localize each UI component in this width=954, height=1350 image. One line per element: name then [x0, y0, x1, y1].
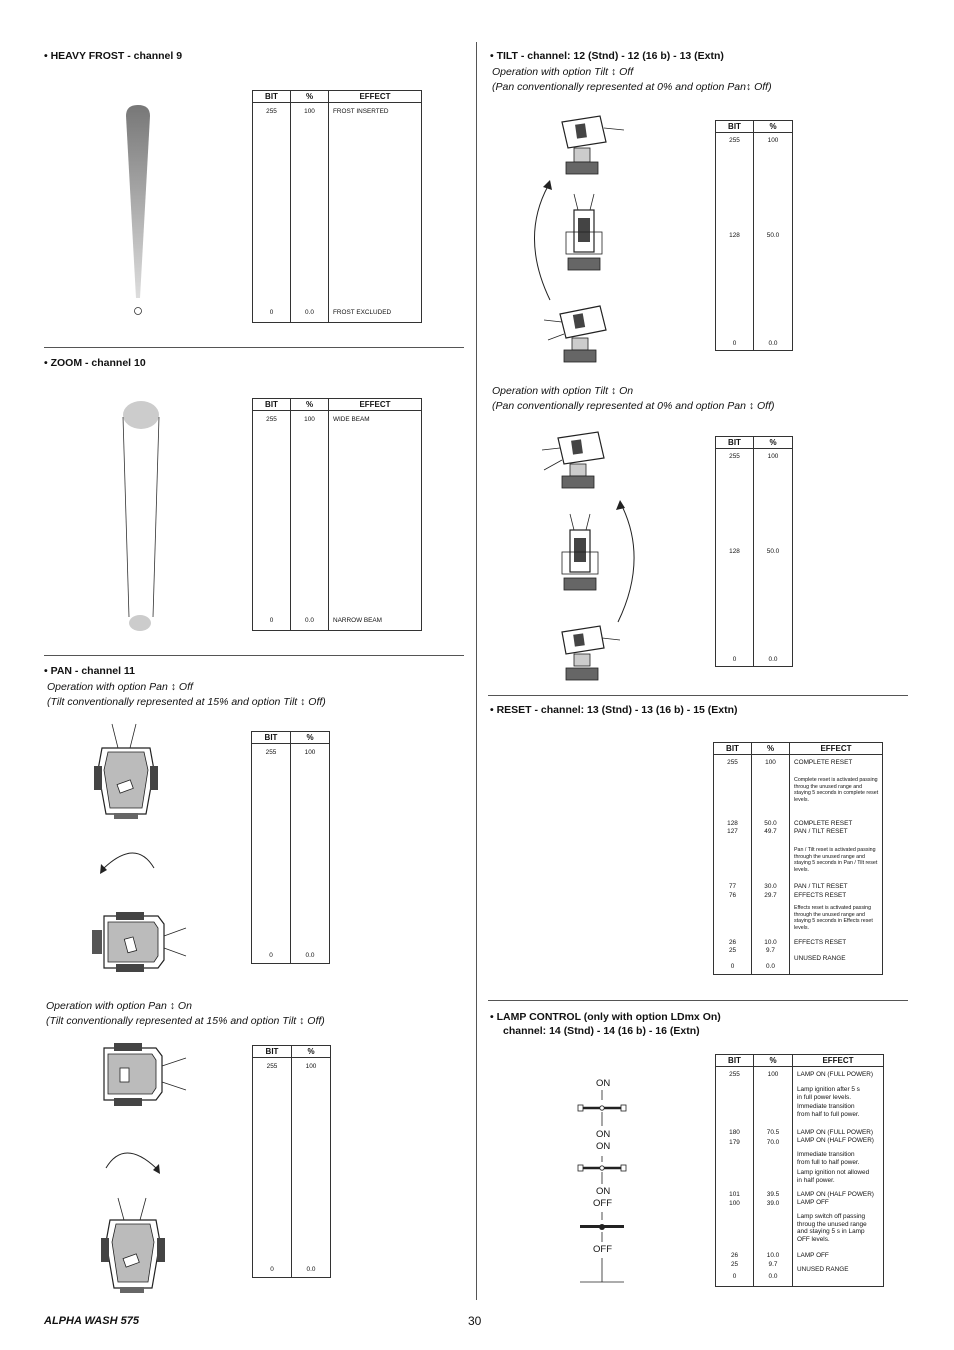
- col-header-bit: BIT: [714, 743, 752, 755]
- col-header-percent: %: [754, 1055, 793, 1067]
- table-note: Lamp ignition not allowed in half power.: [797, 1169, 870, 1184]
- table-cell: 100: [304, 416, 315, 423]
- section-divider: [44, 347, 464, 348]
- table-cell: EFFECTS RESET: [794, 939, 847, 946]
- col-header-percent: %: [291, 399, 329, 411]
- table-cell: 9.7: [766, 947, 775, 954]
- table-cell: 100: [767, 453, 779, 460]
- table-cell: WIDE BEAM: [333, 416, 370, 423]
- table-cell: 0.0: [305, 952, 315, 959]
- table-cell: 100: [729, 1200, 740, 1207]
- col-header-bit: BIT: [253, 1046, 292, 1058]
- percent-column: [754, 1067, 793, 1287]
- table-cell: 100: [767, 1071, 779, 1078]
- section-divider: [488, 1000, 908, 1001]
- col-header-percent: %: [292, 1046, 331, 1058]
- heavy-frost-title: • HEAVY FROST - channel 9: [44, 50, 183, 62]
- fixture-top-view-illustration: [90, 722, 162, 822]
- lamp-title: • LAMP CONTROL (only with option LDmx On): [490, 1011, 721, 1023]
- table-cell: 49.7: [764, 828, 777, 835]
- table-cell: 255: [727, 759, 738, 766]
- table-cell: 50.0: [766, 232, 780, 239]
- table-note: Lamp ignition after 5 s in full power levels.: [797, 1086, 860, 1101]
- rotation-arrow-icon: [528, 178, 554, 302]
- table-cell: UNUSED RANGE: [794, 955, 846, 962]
- lamp-label-on: ON: [596, 1078, 611, 1089]
- rotation-arrow-icon: [100, 1144, 164, 1178]
- bit-column: [716, 133, 754, 351]
- table-cell: 25: [728, 947, 737, 954]
- table-cell: 76: [728, 892, 737, 899]
- table-cell: 39.0: [766, 1200, 780, 1207]
- pan-off-caption: Operation with option Pan ↕ Off: [47, 681, 193, 693]
- column-divider: [476, 42, 477, 1300]
- table-cell: 26: [728, 939, 737, 946]
- table-cell: 0: [270, 1266, 274, 1273]
- lamp-label-on: ON: [596, 1129, 611, 1140]
- table-cell: 77: [728, 883, 737, 890]
- tilt-off-caption-note: (Pan conventionally represented at 0% and option Pan↕ Off): [492, 81, 772, 93]
- percent-column: [752, 755, 790, 975]
- table-cell: EFFECTS RESET: [794, 892, 847, 899]
- col-header-effect: EFFECT: [790, 743, 883, 755]
- table-cell: LAMP OFF: [797, 1199, 829, 1206]
- table-cell: 70.5: [766, 1129, 780, 1136]
- table-cell: LAMP ON (HALF POWER): [797, 1191, 874, 1198]
- table-cell: 29.7: [764, 892, 777, 899]
- zoom-beam-illustration: [118, 398, 164, 634]
- pan-on-table: [252, 1045, 331, 1278]
- lamp-label-on: ON: [596, 1141, 611, 1152]
- bit-column: [253, 411, 291, 631]
- table-cell: 255: [729, 137, 740, 144]
- rotation-arrow-icon: [96, 844, 160, 876]
- fixture-top-view-rotated-illustration: [88, 908, 188, 976]
- tilt-off-table: [715, 120, 793, 351]
- tilt-off-caption: Operation with option Tilt ↕ Off: [492, 66, 634, 78]
- page-number: 30: [468, 1314, 482, 1328]
- table-cell: FROST INSERTED: [333, 108, 389, 115]
- effect-column: [790, 755, 883, 975]
- table-cell: 0.0: [305, 309, 314, 316]
- table-cell: 255: [266, 416, 277, 423]
- effect-column: [329, 103, 422, 323]
- bit-column: [253, 103, 291, 323]
- fixture-top-view-rotated-illustration: [92, 1040, 192, 1110]
- col-header-percent: %: [752, 743, 790, 755]
- fixture-side-view-illustration: [548, 112, 624, 184]
- table-cell: 0.0: [305, 617, 314, 624]
- pan-off-caption-note: (Tilt conventionally represented at 15% and option Tilt ↕ Off): [47, 696, 326, 708]
- table-note: Effects reset is activated passing through the unused range and staying 5 seconds in Effects reset levels.: [794, 905, 873, 931]
- table-cell: 25: [730, 1261, 739, 1268]
- fixture-front-view-illustration: [560, 192, 608, 274]
- rotation-arrow-icon: [614, 498, 640, 624]
- col-header-bit: BIT: [252, 732, 291, 744]
- lamp-label-off: OFF: [593, 1244, 612, 1255]
- effect-column: [329, 411, 422, 631]
- table-cell: 0.0: [306, 1266, 316, 1273]
- heavy-frost-table: [252, 90, 422, 323]
- table-cell: 0: [732, 1273, 737, 1280]
- table-cell: LAMP ON (FULL POWER): [797, 1129, 873, 1136]
- tilt-title: • TILT - channel: 12 (Stnd) - 12 (16 b) - 13 (Extn): [490, 50, 724, 62]
- table-cell: 127: [727, 828, 738, 835]
- table-cell: 10.0: [764, 939, 777, 946]
- table-cell: 100: [767, 137, 779, 144]
- table-cell: 0: [732, 340, 737, 347]
- table-cell: COMPLETE RESET: [794, 820, 853, 827]
- tilt-on-caption: Operation with option Tilt ↕ On: [492, 385, 634, 397]
- fixture-side-view-illustration: [550, 620, 626, 690]
- table-note: Pan / Tilt reset is activated passing through the unused range and staying 5 seconds in Pan / Tilt reset levels.: [794, 847, 878, 873]
- table-cell: LAMP ON (FULL POWER): [797, 1071, 873, 1078]
- section-divider: [488, 695, 908, 696]
- table-cell: 100: [304, 108, 315, 115]
- col-header-bit: BIT: [716, 121, 754, 133]
- table-note: Immediate transition from half to full power.: [797, 1103, 860, 1118]
- table-cell: LAMP ON (HALF POWER): [797, 1137, 874, 1144]
- zoom-title: • ZOOM - channel 10: [44, 357, 146, 369]
- table-note: Complete reset is activated passing throug the unused range and staying 5 seconds in complete reset levels.: [794, 777, 879, 803]
- fixture-side-view-illustration: [544, 300, 620, 372]
- pan-on-caption-note: (Tilt conventionally represented at 15% and option Tilt ↕ Off): [46, 1015, 325, 1027]
- percent-column: [291, 744, 330, 964]
- col-header-percent: %: [754, 121, 793, 133]
- percent-column: [292, 1058, 331, 1278]
- reset-title: • RESET - channel: 13 (Stnd) - 13 (16 b) - 15 (Extn): [490, 704, 738, 716]
- section-divider: [44, 655, 464, 656]
- table-note: Immediate transition from full to half power.: [797, 1151, 860, 1166]
- percent-column: [754, 133, 793, 351]
- table-cell: FROST EXCLUDED: [333, 309, 392, 316]
- zoom-table: [252, 398, 422, 631]
- table-cell: COMPLETE RESET: [794, 759, 853, 766]
- table-cell: 9.7: [768, 1261, 778, 1268]
- table-cell: 100: [305, 1063, 317, 1070]
- percent-column: [291, 411, 329, 631]
- lamp-switch-diagram: [576, 1088, 628, 1284]
- table-cell: PAN / TILT RESET: [794, 828, 848, 835]
- table-cell: 0.0: [768, 340, 778, 347]
- table-cell: 0.0: [768, 656, 778, 663]
- fixture-front-view-illustration: [556, 512, 604, 594]
- table-cell: LAMP OFF: [797, 1252, 829, 1259]
- table-cell: 50.0: [766, 548, 780, 555]
- lamp-label-off: OFF: [593, 1198, 612, 1209]
- lamp-table: [715, 1054, 884, 1287]
- lamp-label-on: ON: [596, 1186, 611, 1197]
- table-cell: 0.0: [766, 963, 775, 970]
- table-cell: 0: [730, 963, 735, 970]
- table-cell: 180: [729, 1129, 740, 1136]
- table-cell: 70.0: [766, 1139, 780, 1146]
- table-cell: 128: [727, 820, 738, 827]
- col-header-bit: BIT: [253, 91, 291, 103]
- table-cell: 0: [269, 617, 274, 624]
- table-cell: 26: [730, 1252, 739, 1259]
- pan-title: • PAN - channel 11: [44, 665, 136, 677]
- table-cell: 0.0: [768, 1273, 778, 1280]
- table-cell: 101: [729, 1191, 740, 1198]
- col-header-percent: %: [754, 437, 793, 449]
- table-cell: 100: [765, 759, 776, 766]
- percent-column: [754, 449, 793, 667]
- table-cell: 128: [729, 548, 740, 555]
- col-header-effect: EFFECT: [329, 399, 422, 411]
- table-cell: 255: [266, 108, 277, 115]
- percent-column: [291, 103, 329, 323]
- pan-off-table: [251, 731, 330, 964]
- table-cell: 39.5: [766, 1191, 780, 1198]
- effect-column: [793, 1067, 884, 1287]
- table-cell: PAN / TILT RESET: [794, 883, 848, 890]
- bit-column: [253, 1058, 292, 1278]
- table-cell: 50.0: [764, 820, 777, 827]
- tilt-on-caption-note: (Pan conventionally represented at 0% and option Pan ↕ Off): [492, 400, 775, 412]
- col-header-percent: %: [291, 91, 329, 103]
- table-cell: 0: [269, 309, 274, 316]
- table-cell: NARROW BEAM: [333, 617, 382, 624]
- bit-column: [252, 744, 291, 964]
- col-header-bit: BIT: [253, 399, 291, 411]
- bit-column: [716, 449, 754, 667]
- table-cell: UNUSED RANGE: [797, 1266, 849, 1273]
- frost-beam-illustration: [120, 102, 156, 318]
- tilt-on-table: [715, 436, 793, 667]
- col-header-percent: %: [291, 732, 330, 744]
- table-note: Lamp switch off passing throug the unused range and staying 5 s in Lamp OFF levels.: [797, 1213, 867, 1243]
- reset-table: [713, 742, 883, 975]
- table-cell: 255: [729, 1071, 740, 1078]
- table-cell: 255: [265, 749, 277, 756]
- table-cell: 0: [732, 656, 737, 663]
- bit-column: [716, 1067, 754, 1287]
- col-header-effect: EFFECT: [329, 91, 422, 103]
- table-cell: 30.0: [764, 883, 777, 890]
- col-header-bit: BIT: [716, 437, 754, 449]
- table-cell: 10.0: [766, 1252, 780, 1259]
- col-header-bit: BIT: [716, 1055, 754, 1067]
- bit-column: [714, 755, 752, 975]
- table-cell: 100: [304, 749, 316, 756]
- table-cell: 0: [269, 952, 273, 959]
- col-header-effect: EFFECT: [793, 1055, 884, 1067]
- fixture-side-view-illustration: [540, 430, 616, 498]
- footer-brand: ALPHA WASH 575: [44, 1315, 139, 1327]
- fixture-top-view-illustration: [98, 1196, 168, 1296]
- table-cell: 255: [266, 1063, 278, 1070]
- table-cell: 179: [729, 1139, 740, 1146]
- lamp-title-channel: channel: 14 (Stnd) - 14 (16 b) - 16 (Extn): [503, 1025, 700, 1037]
- table-cell: 128: [729, 232, 740, 239]
- pan-on-caption: Operation with option Pan ↕ On: [46, 1000, 192, 1012]
- table-cell: 255: [729, 453, 740, 460]
